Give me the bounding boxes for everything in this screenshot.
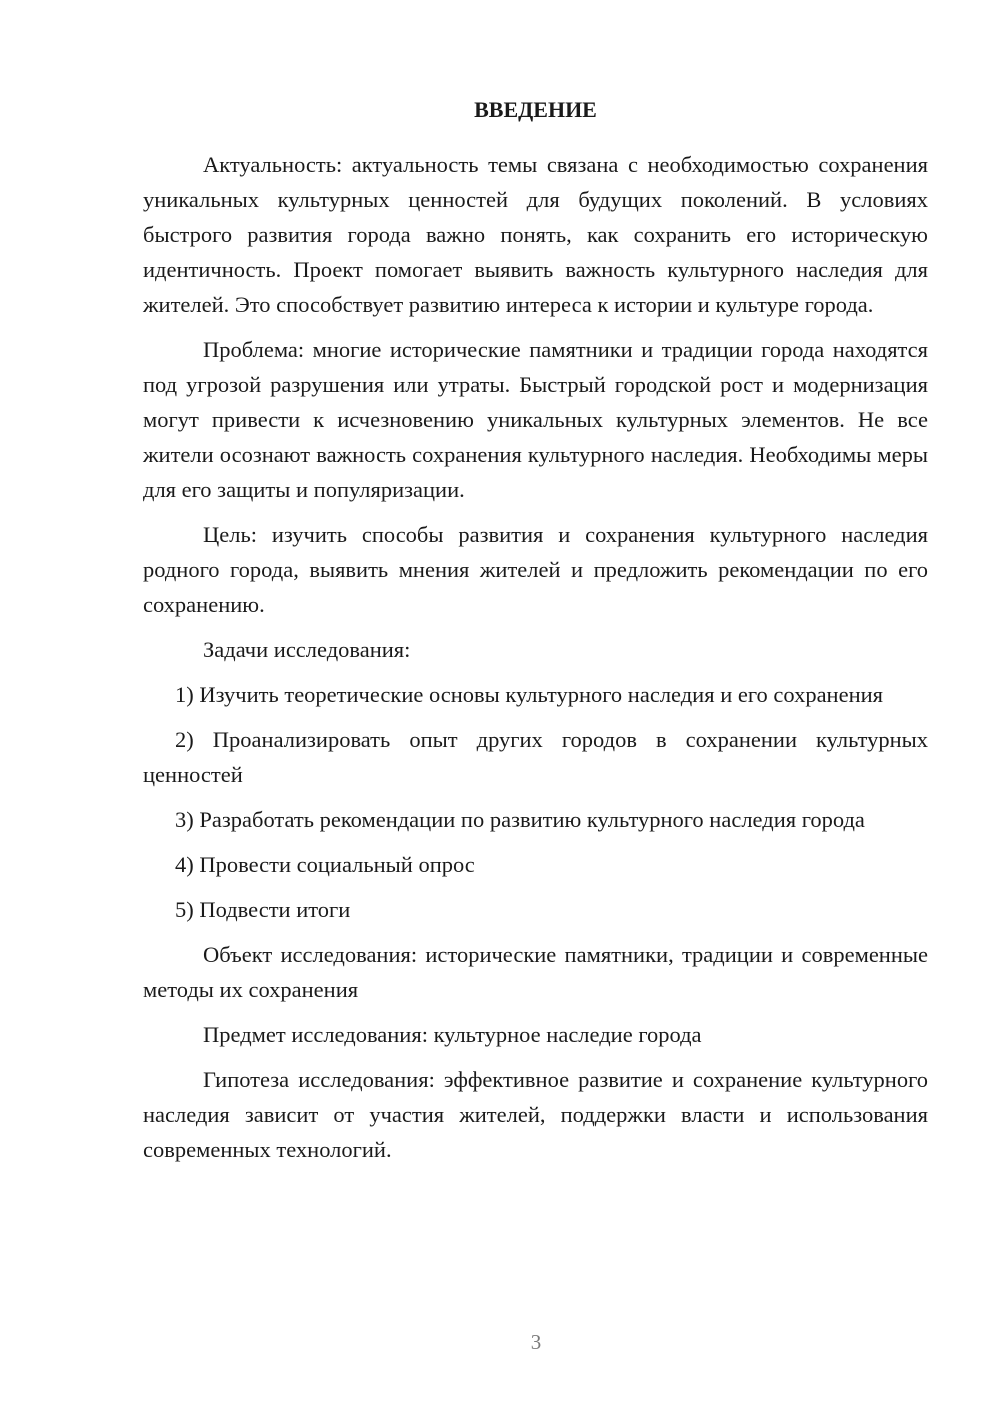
problem-paragraph: Проблема: многие исторические памятники и традиции города находятся под угрозой разрушения или утраты. Быстрый городской рост и модернизация могут привести к исчезновению уникальных культурных элементов. Не все жители осознают важность сохранения культурного наследия. Необходимы меры для его защиты и популяризации.: [143, 337, 928, 502]
task-item: 5) Подвести итоги: [175, 897, 351, 922]
tasks-heading: Задачи исследования:: [203, 637, 411, 662]
relevance-paragraph: Актуальность: актуальность темы связана с необходимостью сохранения уникальных культурных ценностей для будущих поколений. В условиях быстрого развития города важно понять, как сохранить его историческую идентичность. Проект помогает выявить важность культурного наследия для жителей. Это способствует развитию интереса к истории и культуре города.: [143, 152, 928, 317]
page-content: [143, 92, 928, 1167]
task-item: 3) Разработать рекомендации по развитию культурного наследия города: [175, 807, 865, 832]
object-paragraph: Объект исследования: исторические памятники, традиции и современные методы их сохранения: [143, 942, 928, 1002]
task-item: 2) Проанализировать опыт других городов в сохранении культурных ценностей: [143, 727, 928, 787]
page-number: 3: [530, 1330, 542, 1354]
section-title: ВВЕДЕНИЕ: [474, 97, 597, 122]
goal-paragraph: Цель: изучить способы развития и сохранения культурного наследия родного города, выявить мнения жителей и предложить рекомендации по его сохранению.: [143, 522, 928, 617]
task-item: 1) Изучить теоретические основы культурного наследия и его сохранения: [175, 682, 884, 707]
subject-paragraph: Предмет исследования: культурное наследие города: [203, 1022, 702, 1047]
task-item: 4) Провести социальный опрос: [175, 852, 475, 877]
hypothesis-paragraph: Гипотеза исследования: эффективное развитие и сохранение культурного наследия зависит от участия жителей, поддержки власти и использования современных технологий.: [143, 1067, 928, 1162]
